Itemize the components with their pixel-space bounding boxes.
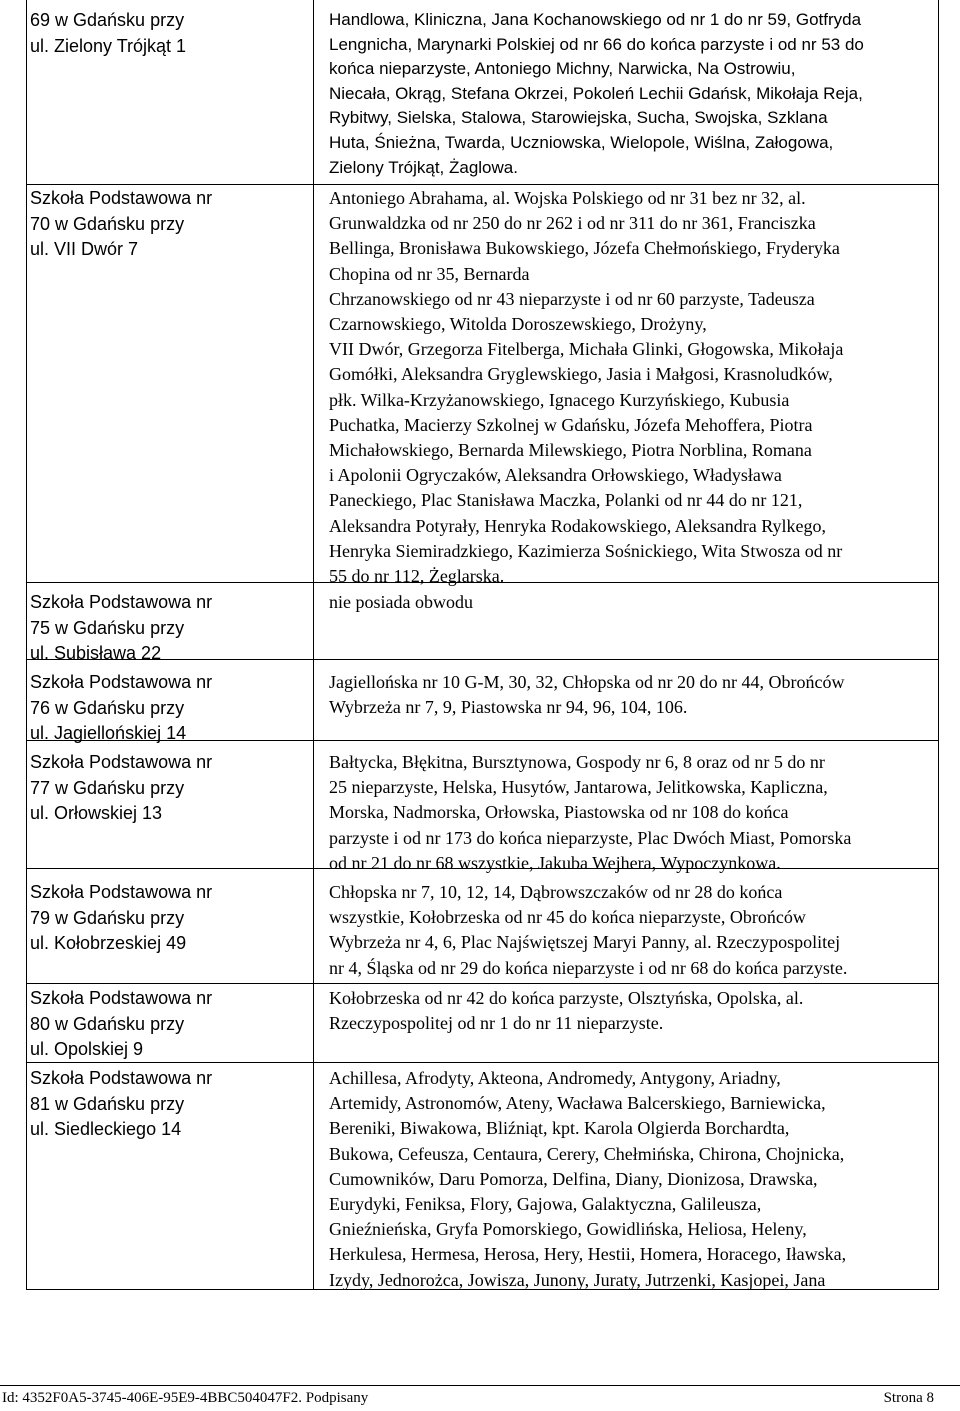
school-name-cell <box>30 670 310 747</box>
school-name-line: Szkoła Podstawowa nr <box>30 188 213 208</box>
district-line: Bereniki, Biwakowa, Bliźniąt, kpt. Karola Olgierda Borchardta, <box>329 1118 790 1139</box>
district-line: Chrzanowskiego od nr 43 nieparzyste i od nr 60 parzyste, Tadeusza <box>329 288 815 309</box>
district-line: Antoniego Abrahama, al. Wojska Polskiego od nr 31 bez nr 32, al. <box>329 188 806 208</box>
school-name-line: 77 w Gdańsku przy <box>30 777 185 798</box>
school-name-line: ul. Subisława 22 <box>30 643 162 664</box>
school-name-cell <box>30 986 310 1063</box>
school-name-line: Szkoła Podstawowa nr <box>30 988 213 1008</box>
district-line: wszystkie, Kołobrzeska od nr 45 do końca nieparzyste, Obrońców <box>329 907 806 928</box>
school-name-cell <box>30 590 310 667</box>
row-divider <box>27 983 938 984</box>
district-line: Rybitwy, Sielska, Stalowa, Starowiejska, Sucha, Swojska, Szklana <box>329 108 828 128</box>
district-line: Rzeczypospolitej od nr 1 do nr 11 nieparzyste. <box>329 1013 664 1034</box>
district-cell <box>329 8 929 180</box>
school-name-line: Szkoła Podstawowa nr <box>30 752 213 772</box>
district-line: Bałtycka, Błękitna, Bursztynowa, Gospody nr 6, 8 oraz od nr 5 do nr <box>329 752 825 772</box>
district-line: Eurydyki, Feniksa, Flory, Gajowa, Galaktyczna, Galileusza, <box>329 1194 762 1215</box>
page-number: Strona 8 <box>883 1390 934 1406</box>
district-line: Michałowskiego, Bernarda Milewskiego, Piotra Norblina, Romana <box>329 440 812 461</box>
district-line: Izydy, Jednorożca, Jowisza, Junony, Juraty, Jutrzenki, Kasjopei, Jana <box>329 1269 826 1290</box>
school-name-line: 80 w Gdańsku przy <box>30 1013 185 1034</box>
district-line: Huta, Śnieżna, Twarda, Uczniowska, Wielopole, Wiślna, Załogowa, <box>329 132 834 152</box>
district-line: końca nieparzyste, Antoniego Michny, Narwicka, Na Ostrowiu, <box>329 59 796 79</box>
district-line: Chłopska nr 7, 10, 12, 14, Dąbrowszczaków od nr 28 do końca <box>329 882 783 902</box>
row-divider <box>27 184 938 185</box>
district-line: Lengnicha, Marynarki Polskiej od nr 66 do końca parzyste i od nr 53 do <box>329 34 864 54</box>
school-name-cell <box>30 186 310 263</box>
district-line: Chopina od nr 35, Bernarda <box>329 263 530 284</box>
district-line: parzyste i od nr 173 do końca nieparzyste, Plac Dwóch Miast, Pomorska <box>329 827 852 848</box>
district-line: Niecała, Okrąg, Stefana Okrzei, Pokoleń Lechii Gdańsk, Mikołaja Reja, <box>329 83 863 103</box>
district-cell <box>329 670 929 720</box>
document-id: Id: 4352F0A5-3745-406E-95E9-4BBC504047F2. Podpisany <box>2 1390 369 1406</box>
school-name-line: 75 w Gdańsku przy <box>30 617 185 638</box>
district-line: od nr 21 do nr 68 wszystkie, Jakuba Wejhera, Wypoczynkowa. <box>329 852 781 873</box>
school-name-line: 69 w Gdańsku przy <box>30 10 185 30</box>
district-line: Gnieźnieńska, Gryfa Pomorskiego, Gowidlińska, Heliosa, Heleny, <box>329 1219 807 1240</box>
district-line: i Apolonii Ogryczaków, Aleksandra Orłowskiego, Władysława <box>329 465 782 486</box>
district-line: płk. Wilka-Krzyżanowskiego, Ignacego Kurzyńskiego, Kubusia <box>329 389 790 410</box>
school-name-line: ul. Zielony Trójkąt 1 <box>30 35 187 56</box>
district-line: Herkulesa, Hermesa, Herosa, Hery, Hestii, Homera, Horacego, Iławska, <box>329 1244 847 1265</box>
school-name-line: Szkoła Podstawowa nr <box>30 592 213 612</box>
district-line: Paneckiego, Plac Stanisława Maczka, Polanki od nr 44 do nr 121, <box>329 490 803 511</box>
school-name-cell <box>30 1066 310 1143</box>
district-line: Wybrzeża nr 7, 9, Piastowska nr 94, 96, 104, 106. <box>329 697 688 718</box>
school-name-line: 76 w Gdańsku przy <box>30 697 185 718</box>
district-line: Jagiellońska nr 10 G-M, 30, 32, Chłopska od nr 20 do nr 44, Obrońców <box>329 672 845 692</box>
district-line: Bellinga, Bronisława Bukowskiego, Józefa Chełmońskiego, Fryderyka <box>329 238 840 259</box>
school-name-cell <box>30 750 310 827</box>
district-line: Grunwaldzka od nr 250 do nr 262 i od nr 311 do nr 361, Franciszka <box>329 213 816 234</box>
district-line: Wybrzeża nr 4, 6, Plac Najświętszej Maryi Panny, al. Rzeczypospolitej <box>329 932 841 953</box>
school-name-cell <box>30 8 310 59</box>
school-name-line: ul. Jagiellońskiej 14 <box>30 723 187 744</box>
district-line: Henryka Siemiradzkiego, Kazimierza Sośnickiego, Wita Stwosza od nr <box>329 540 843 561</box>
school-name-line: Szkoła Podstawowa nr <box>30 672 213 692</box>
school-name-line: ul. VII Dwór 7 <box>30 239 139 260</box>
district-line: nie posiada obwodu <box>329 592 473 612</box>
school-name-line: Szkoła Podstawowa nr <box>30 882 213 902</box>
school-districts-table <box>26 0 939 1290</box>
district-cell <box>329 1066 929 1293</box>
district-line: Kołobrzeska od nr 42 do końca parzyste, Olsztyńska, Opolska, al. <box>329 988 804 1008</box>
district-cell <box>329 590 929 615</box>
district-line: Gomółki, Aleksandra Gryglewskiego, Jasia i Małgosi, Krasnoludków, <box>329 364 833 385</box>
school-name-line: ul. Kołobrzeskiej 49 <box>30 933 187 954</box>
school-name-line: 70 w Gdańsku przy <box>30 213 185 234</box>
school-name-line: ul. Orłowskiej 13 <box>30 803 163 824</box>
district-line: Achillesa, Afrodyty, Akteona, Andromedy, Antygony, Ariadny, <box>329 1068 781 1088</box>
district-line: VII Dwór, Grzegorza Fitelberga, Michała Glinki, Głogowska, Mikołaja <box>329 339 844 360</box>
district-line: Puchatka, Macierzy Szkolnej w Gdańsku, Józefa Mehoffera, Piotra <box>329 414 813 435</box>
school-name-line: 79 w Gdańsku przy <box>30 907 185 928</box>
district-line: Cumowników, Daru Pomorza, Delfina, Diany, Dionizosa, Drawska, <box>329 1168 818 1189</box>
district-line: Bukowa, Cefeusza, Centaura, Cerery, Chełmińska, Chirona, Chojnicka, <box>329 1143 845 1164</box>
district-cell <box>329 750 929 876</box>
school-name-line: ul. Opolskiej 9 <box>30 1039 144 1060</box>
district-line: Aleksandra Potyrały, Henryka Rodakowskiego, Aleksandra Rylkego, <box>329 515 827 536</box>
district-line: Handlowa, Kliniczna, Jana Kochanowskiego od nr 1 do nr 59, Gotfryda <box>329 10 862 29</box>
district-cell <box>329 880 929 981</box>
district-line: Artemidy, Astronomów, Ateny, Wacława Balcerskiego, Barniewicka, <box>329 1093 826 1114</box>
column-divider <box>313 0 314 1289</box>
district-cell <box>329 186 929 589</box>
school-name-line: 81 w Gdańsku przy <box>30 1093 185 1114</box>
district-line: Zielony Trójkąt, Żaglowa. <box>329 157 518 177</box>
district-line: Czarnowskiego, Witolda Doroszewskiego, Drożyny, <box>329 314 707 335</box>
footer-rule <box>0 1385 960 1386</box>
school-name-line: Szkoła Podstawowa nr <box>30 1068 213 1088</box>
school-name-cell <box>30 880 310 957</box>
school-name-line: ul. Siedleckiego 14 <box>30 1119 182 1140</box>
district-line: nr 4, Śląska od nr 29 do końca nieparzyste i od nr 68 do końca parzyste. <box>329 957 848 978</box>
district-line: 25 nieparzyste, Helska, Husytów, Jantarowa, Jelitkowska, Kapliczna, <box>329 777 828 798</box>
district-cell <box>329 986 929 1036</box>
district-line: 55 do nr 112, Żeglarska. <box>329 566 505 587</box>
district-line: Morska, Nadmorska, Orłowska, Piastowska od nr 108 do końca <box>329 802 789 823</box>
